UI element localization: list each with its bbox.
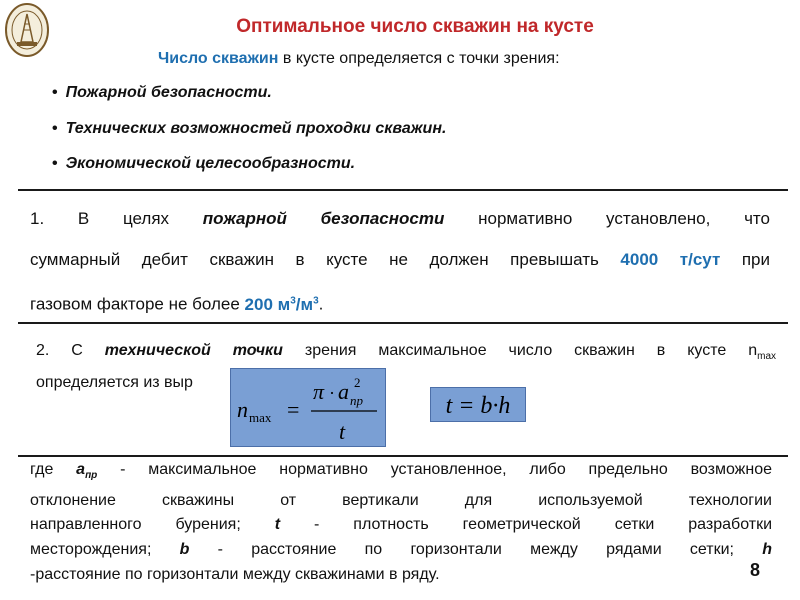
divider-line bbox=[18, 455, 788, 457]
formula-dot: · bbox=[329, 383, 335, 403]
paragraph-fire-safety bbox=[30, 198, 770, 325]
bullet-item-economic bbox=[52, 155, 355, 173]
formula-a-sub: пр bbox=[350, 393, 363, 408]
bullet-text: Экономической целесообразности. bbox=[65, 155, 356, 172]
paragraph-line: направленного бурения; t - плотность геометрической сетки разработки bbox=[30, 516, 773, 534]
paragraph-line: определяется из выр bbox=[36, 374, 193, 392]
formula-lhs-sub: max bbox=[249, 410, 272, 425]
formula-denominator: t bbox=[339, 419, 346, 444]
bullet-dot-icon: • bbox=[52, 84, 58, 101]
bullet-text: Пожарной безопасности. bbox=[65, 84, 272, 101]
paragraph-line: где $a_{пр}$ - максимальное нормативно установленное, либо предельно возможное bbox=[30, 461, 772, 482]
bullet-item-fire-safety bbox=[52, 84, 272, 102]
bullet-dot-icon: • bbox=[52, 120, 58, 137]
paragraph-line: газовом факторе не более 200 $м^3/м^3$. bbox=[30, 294, 324, 314]
divider-line bbox=[18, 189, 788, 191]
paragraph-line: 2. С технической точки зрения максимальное число скважин в кусте $n_{max}$ bbox=[36, 342, 777, 363]
formula-lhs: n bbox=[237, 397, 248, 422]
bullet-text: Технических возможностей проходки скважин. bbox=[65, 120, 447, 137]
paragraph-line: 1. В целях пожарной безопасности нормативно установлено, что bbox=[30, 209, 770, 228]
formula-equals: = bbox=[287, 397, 300, 422]
paragraph-definitions bbox=[30, 458, 772, 587]
paragraph-line: отклонение скважины от вертикали для используемой технологии bbox=[30, 491, 772, 509]
paragraph-line: -расстояние по горизонтали между скважинами в ряду. bbox=[30, 565, 440, 583]
subtitle-rest: в кусте определяется с точки зрения: bbox=[278, 50, 560, 67]
formula-a: a bbox=[338, 379, 349, 404]
paragraph-line: месторождения; b - расстояние по горизонтали между рядами сетки; h bbox=[30, 540, 773, 558]
slide-title: Оптимальное число скважин на кусте bbox=[236, 16, 594, 37]
slide-subtitle bbox=[158, 50, 560, 68]
formula-max-wells bbox=[230, 368, 386, 447]
divider-line bbox=[18, 322, 788, 324]
paragraph-line: суммарный дебит скважин в кусте не должен превышать 4000 т/сут при bbox=[30, 250, 770, 269]
formula-grid-density bbox=[430, 387, 526, 422]
formula-text: t = b·h bbox=[445, 393, 511, 419]
formula-pi: π bbox=[313, 379, 325, 404]
bullet-item-technical bbox=[52, 120, 446, 138]
paragraph-technical bbox=[36, 338, 776, 396]
bullet-dot-icon: • bbox=[52, 155, 58, 172]
page-number: 8 bbox=[750, 560, 761, 580]
subtitle-highlight: Число скважин bbox=[158, 50, 279, 67]
formula-a-sup: 2 bbox=[354, 375, 361, 390]
